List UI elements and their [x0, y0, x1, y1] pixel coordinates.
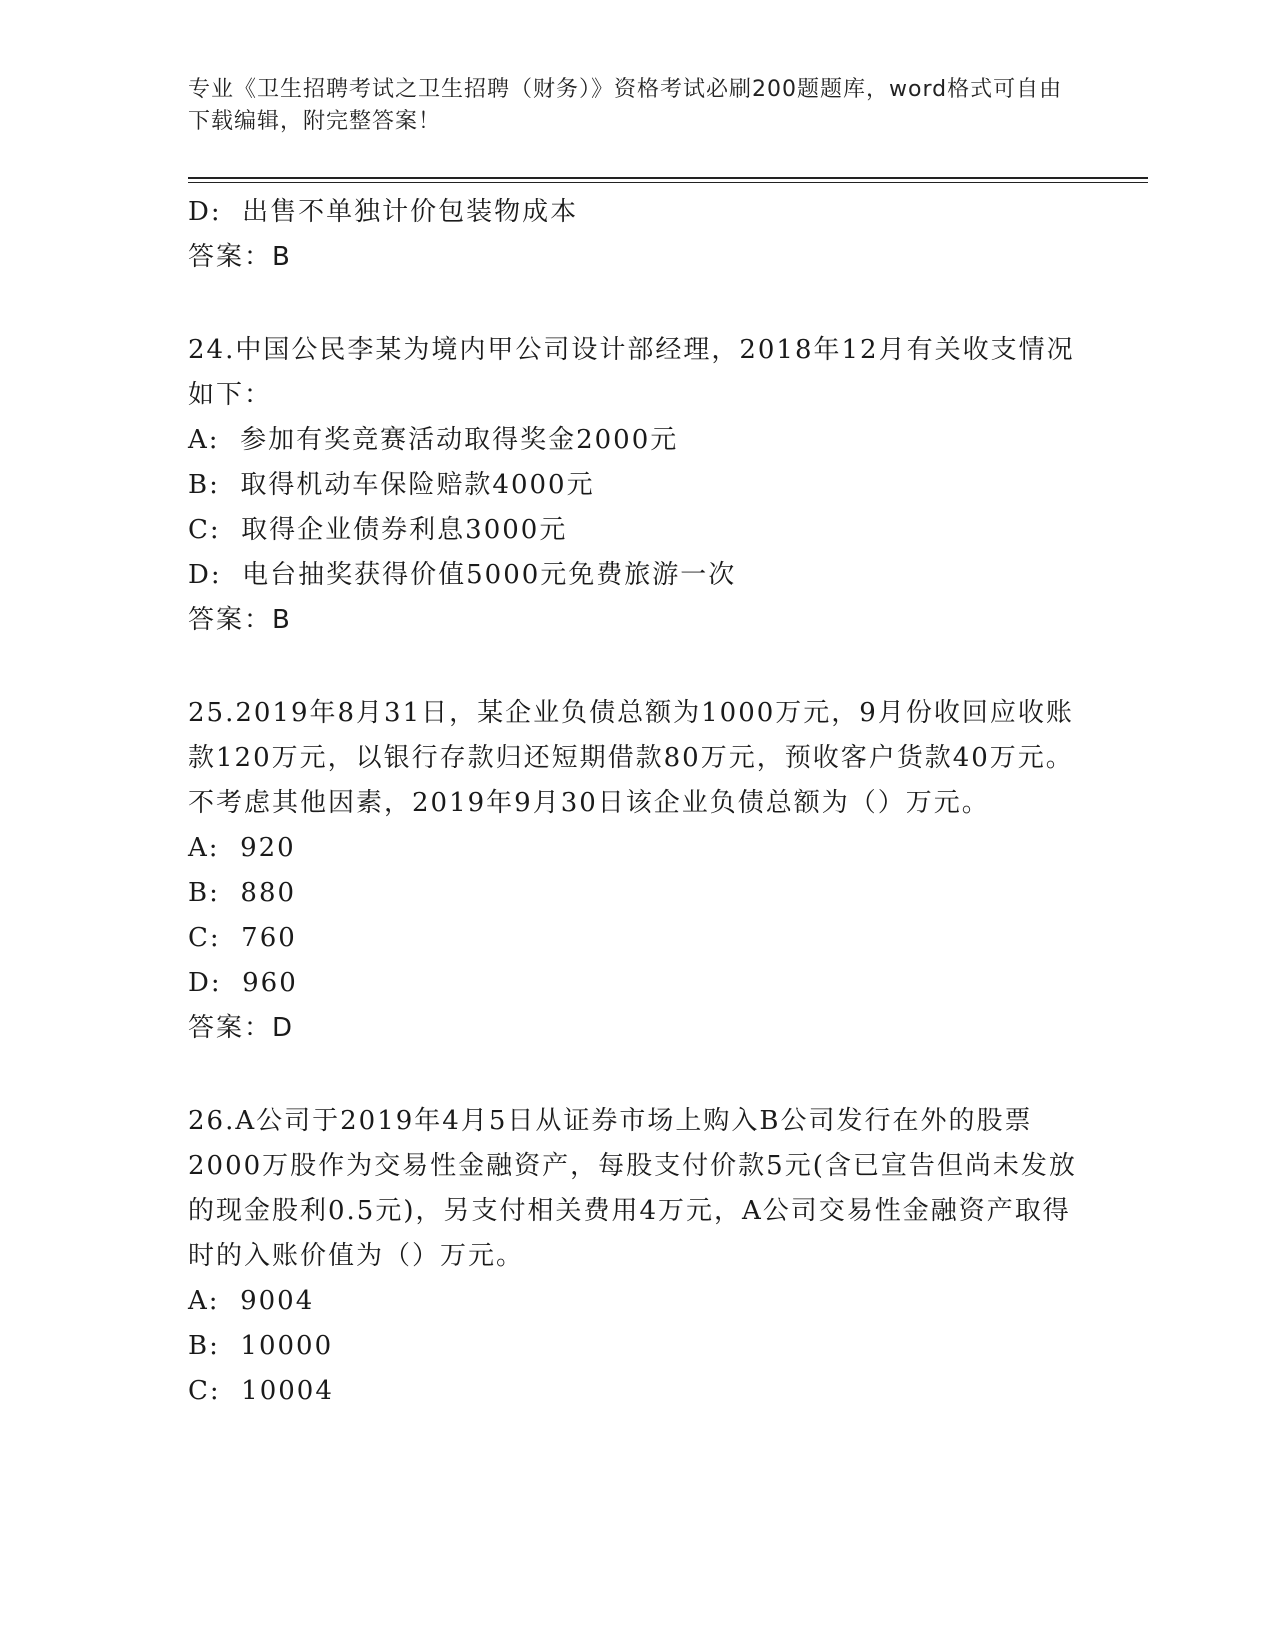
option-b: B: 880: [188, 878, 297, 908]
spacer: [188, 1051, 1088, 1099]
question-text: 25.2019年8月31日，某企业负债总额为1000万元，9月份收回应收账款120万元，以银行存款归还短期借款80万元，预收客户货款40万元。不考虑其他因素，2019年9月30日该企业负债总额为（）万元。: [188, 698, 1074, 818]
question-26: [188, 1099, 1088, 1414]
header-divider-thick: [188, 177, 1148, 179]
question-text: 24.中国公民李某为境内甲公司设计部经理，2018年12月有关收支情况如下：: [188, 335, 1075, 410]
spacer: [188, 643, 1088, 691]
option-c: C: 10004: [188, 1376, 334, 1406]
option-b: B: 取得机动车保险赔款4000元: [188, 470, 595, 500]
question-24: [188, 328, 1088, 643]
option-a: A: 920: [188, 833, 296, 863]
answer: 答案：D: [188, 1013, 295, 1043]
spacer: [188, 280, 1088, 328]
option-a: A: 参加有奖竞赛活动取得奖金2000元: [188, 425, 679, 455]
option-a: A: 9004: [188, 1286, 315, 1316]
header-divider-thin: [188, 182, 1148, 183]
document-header: 专业《卫生招聘考试之卫生招聘（财务）》资格考试必刷200题题库，word格式可自由下载编辑，附完整答案！: [188, 77, 1063, 134]
prev-answer: 答案：B: [188, 242, 292, 272]
prev-option-d: D: 出售不单独计价包装物成本: [188, 197, 579, 227]
option-d: D: 电台抽奖获得价值5000元免费旅游一次: [188, 560, 737, 590]
option-c: C: 760: [188, 923, 297, 953]
option-d: D: 960: [188, 968, 298, 998]
answer: 答案：B: [188, 605, 292, 635]
question-content: [188, 190, 1088, 1414]
option-c: C: 取得企业债券利息3000元: [188, 515, 568, 545]
question-25: [188, 691, 1088, 1051]
option-b: B: 10000: [188, 1331, 334, 1361]
question-text: 26.A公司于2019年4月5日从证券市场上购入B公司发行在外的股票2000万股作为交易性金融资产，每股支付价款5元(含已宣告但尚未发放的现金股利0.5元)，另支付相关费用4万元，A公司交易性金融资产取得时的入账价值为（）万元。: [188, 1106, 1077, 1271]
